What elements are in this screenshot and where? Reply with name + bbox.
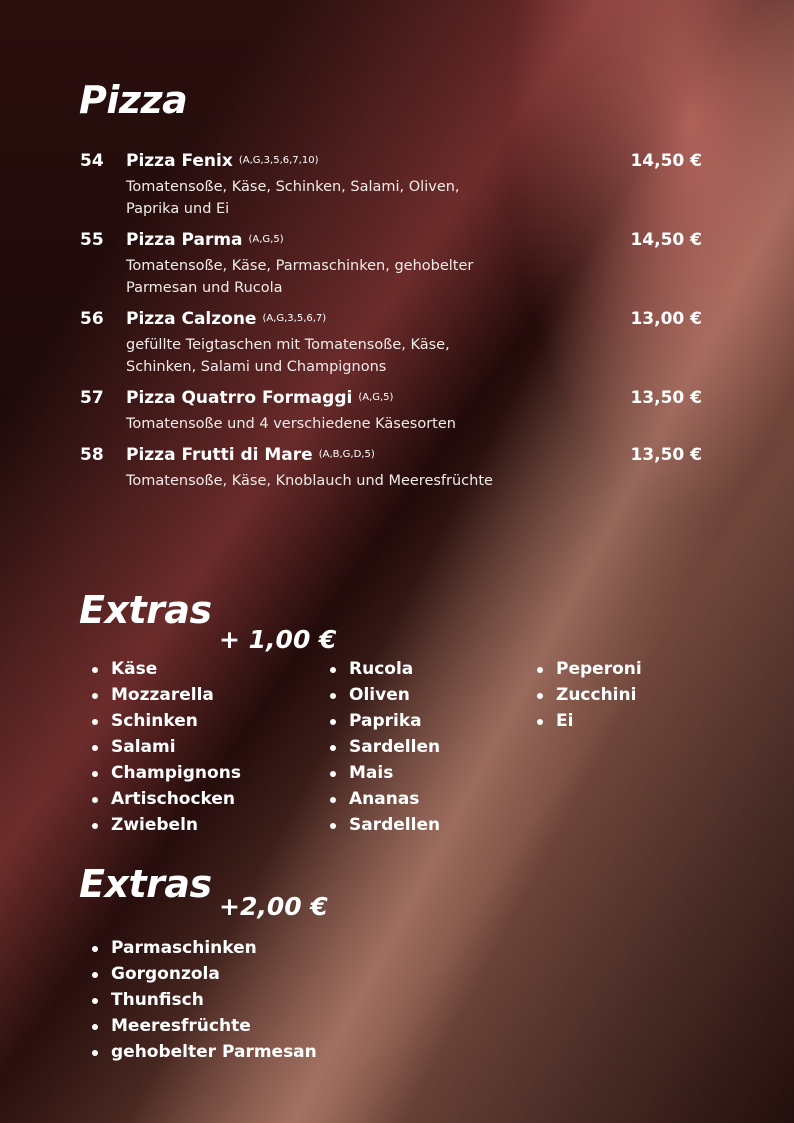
list-item: Zwiebeln — [90, 812, 241, 838]
list-item: Artischocken — [90, 786, 241, 812]
item-allergens: (A,G,5) — [248, 234, 284, 245]
extras-1-list-col1 — [90, 656, 241, 838]
list-item: Parmaschinken — [90, 935, 317, 961]
item-allergens: (A,G,5) — [358, 392, 394, 403]
list-item: Salami — [90, 734, 241, 760]
pizza-section-title: Pizza — [79, 78, 188, 122]
list-item: Thunfisch — [90, 987, 317, 1013]
item-description: Tomatensoße, Käse, Knoblauch und Meeresfrüchte — [126, 473, 493, 489]
item-name: Pizza Parma (A,G,5) — [126, 230, 284, 250]
item-name: Pizza Frutti di Mare (A,B,G,D,5) — [126, 445, 375, 465]
extras-1-list-col3 — [535, 656, 642, 734]
item-number: 54 — [80, 151, 104, 171]
list-item: Peperoni — [535, 656, 642, 682]
list-item: Käse — [90, 656, 241, 682]
list-item: Mozzarella — [90, 682, 241, 708]
list-item: Paprika — [328, 708, 440, 734]
list-item: Oliven — [328, 682, 440, 708]
item-price: 13,00 € — [630, 309, 702, 329]
item-price: 13,50 € — [630, 445, 702, 465]
list-item: Ananas — [328, 786, 440, 812]
item-number: 57 — [80, 388, 104, 408]
list-item: Rucola — [328, 656, 440, 682]
item-description: Tomatensoße, Käse, Parmaschinken, gehobelter Parmesan und Rucola — [126, 258, 474, 296]
item-allergens: (A,G,3,5,6,7) — [262, 313, 327, 324]
list-item: Sardellen — [328, 812, 440, 838]
list-item: Zucchini — [535, 682, 642, 708]
item-price: 13,50 € — [630, 388, 702, 408]
list-item: Champignons — [90, 760, 241, 786]
list-item: Mais — [328, 760, 440, 786]
extras-1-title: Extras — [79, 588, 212, 632]
list-item: gehobelter Parmesan — [90, 1039, 317, 1065]
item-number: 55 — [80, 230, 104, 250]
item-description: Tomatensoße, Käse, Schinken, Salami, Oliven, Paprika und Ei — [126, 179, 460, 217]
item-description: gefüllte Teigtaschen mit Tomatensoße, Käse, Schinken, Salami und Champignons — [126, 337, 450, 375]
item-number: 58 — [80, 445, 104, 465]
item-number: 56 — [80, 309, 104, 329]
item-description: Tomatensoße und 4 verschiedene Käsesorten — [126, 416, 456, 432]
extras-1-list-col2 — [328, 656, 440, 838]
list-item: Gorgonzola — [90, 961, 317, 987]
list-item: Ei — [535, 708, 642, 734]
extras-2-title: Extras — [79, 862, 212, 906]
list-item: Sardellen — [328, 734, 440, 760]
list-item: Schinken — [90, 708, 241, 734]
item-name: Pizza Quatrro Formaggi (A,G,5) — [126, 388, 394, 408]
extras-1-price: + 1,00 € — [219, 625, 337, 654]
item-name: Pizza Fenix (A,G,3,5,6,7,10) — [126, 151, 319, 171]
item-price: 14,50 € — [630, 151, 702, 171]
item-name: Pizza Calzone (A,G,3,5,6,7) — [126, 309, 327, 329]
item-price: 14,50 € — [630, 230, 702, 250]
item-allergens: (A,G,3,5,6,7,10) — [238, 155, 319, 166]
list-item: Meeresfrüchte — [90, 1013, 317, 1039]
item-allergens: (A,B,G,D,5) — [318, 449, 375, 460]
extras-2-price: +2,00 € — [219, 892, 328, 921]
extras-2-list — [90, 935, 317, 1065]
